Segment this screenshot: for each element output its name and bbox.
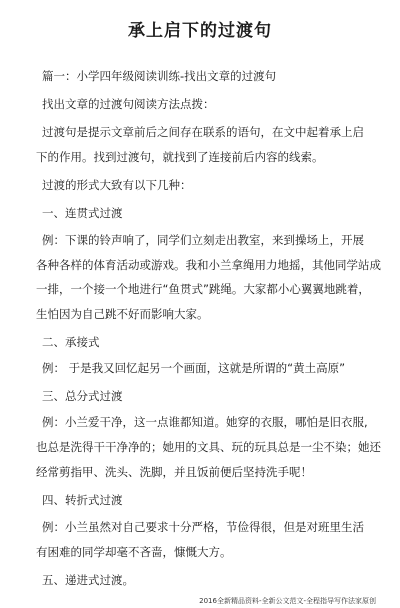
text-line: 生怕因为自己跳不好而影响大家。 bbox=[36, 307, 209, 321]
text-line: 也总是洗得干干净净的；她用的文具、玩的玩具总是一尘不染；她还 bbox=[36, 440, 381, 454]
heading-line: 篇一：小学四年级阅读训练-找出文章的过渡句 bbox=[42, 69, 277, 83]
text-line: 过渡的形式大致有以下几种： bbox=[42, 178, 192, 192]
text-line: 有困难的同学却毫不吝啬，慷慨大方。 bbox=[36, 545, 232, 559]
text-line: 例：小兰虽然对自己要求十分严格，节俭得很，但是对班里生活 bbox=[42, 520, 364, 534]
text-line: 例： 于是我又回忆起另一个画面，这就是所谓的“黄土高原” bbox=[42, 361, 346, 375]
section-heading: 二、承接式 bbox=[42, 335, 100, 349]
text-line: 下的作用。找到过渡句，就找到了连接前后内容的线索。 bbox=[36, 150, 324, 164]
text-line: 经常剪指甲、洗头、洗脚，并且饭前便后坚持洗手呢！ bbox=[36, 465, 312, 479]
text-line: 各种各样的体育活动或游戏。我和小兰拿绳用力地摇，其他同学站成 bbox=[36, 258, 381, 272]
text-line: 例：下课的铃声响了，同学们立刻走出教室，来到操场上，开展 bbox=[42, 233, 364, 247]
text-line: 例：小兰爱干净，这一点谁都知道。她穿的衣服，哪怕是旧衣服, bbox=[42, 415, 368, 429]
text-line: 一排，一个接一个地进行“鱼贯式”跳绳。大家都小心翼翼地跳着， bbox=[36, 282, 370, 296]
section-heading: 一、连贯式过渡 bbox=[42, 206, 123, 220]
text-line: 过渡句是提示文章前后之间存在联系的语句，在文中起着承上启 bbox=[42, 125, 364, 139]
section-heading: 四、转折式过渡 bbox=[42, 493, 123, 507]
text-line: 找出文章的过渡句阅读方法点拨： bbox=[42, 97, 215, 111]
section-heading: 三、总分式过渡 bbox=[42, 389, 123, 403]
section-heading: 五、递进式过渡。 bbox=[42, 573, 134, 587]
document-title: 承上启下的过渡句 bbox=[128, 21, 272, 41]
page-footer: 2016全新精品资料-全新公文范文-全程指导写作法家原创 bbox=[199, 597, 376, 605]
